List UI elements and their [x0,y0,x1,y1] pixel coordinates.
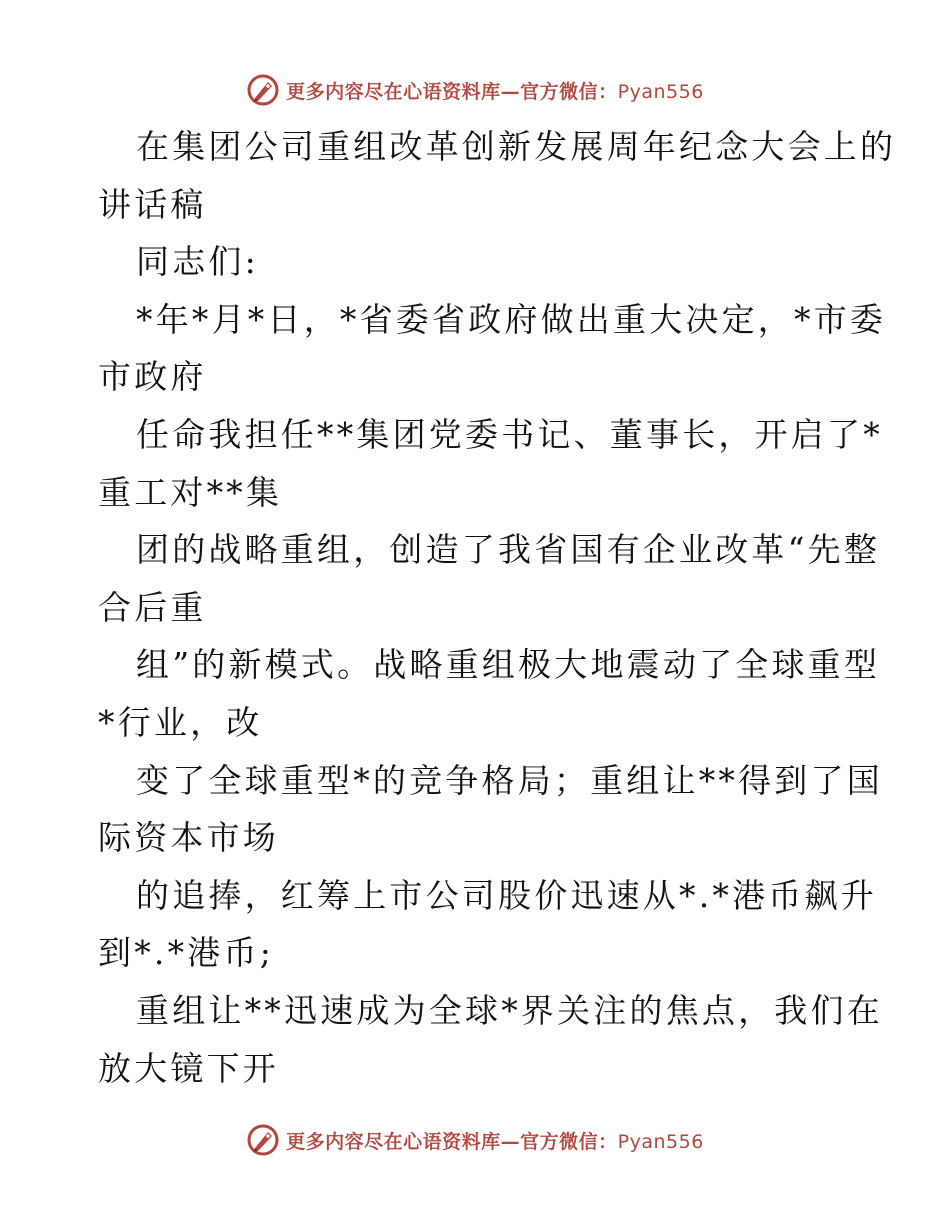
text-line: 重工对**集 [98,472,283,512]
watermark-id: Pyan556 [617,1130,704,1153]
text-line: 同志们: [136,242,259,282]
text-line: 变了全球重型*的竞争格局；重组让**得到了国 [136,760,883,800]
text-line: 组”的新模式。战略重组极大地震动了全球重型 [136,645,881,685]
watermark-label: 更多内容尽在心语资料库—官方微信： [286,80,618,103]
text-line: *行业，改 [98,702,263,742]
text-line: *年*月*日，*省委省政府做出重大决定，*市委 [136,299,887,339]
header-watermark [0,70,950,110]
watermark-label: 更多内容尽在心语资料库—官方微信： [286,1130,618,1153]
text-line: 际资本市场 [98,818,279,858]
footer-watermark [0,1120,950,1160]
text-line: 讲话稿 [98,184,207,224]
text-line: 放大镜下开 [98,1048,279,1088]
text-line: 合后重 [98,587,207,627]
text-line: 重组让**迅速成为全球*界关注的焦点，我们在 [136,990,883,1030]
text-line: 任命我担任**集团党委书记、董事长，开启了* [136,414,883,454]
text-line: 的追捧，红筹上市公司股价迅速从*.*港币飙升 [136,875,877,915]
text-line: 团的战略重组，创造了我省国有企业改革“先整 [136,530,881,570]
watermark-text [286,77,704,104]
text-line: 在集团公司重组改革创新发展周年纪念大会上的 [136,127,897,166]
watermark-id: Pyan556 [617,80,704,103]
watermark-text [286,1127,704,1154]
pen-nib-logo-icon [246,1123,280,1157]
document-body [98,118,897,1097]
text-line: 到*.*港币; [98,933,275,973]
pen-nib-logo-icon [246,73,280,107]
text-line: 市政府 [98,357,207,397]
